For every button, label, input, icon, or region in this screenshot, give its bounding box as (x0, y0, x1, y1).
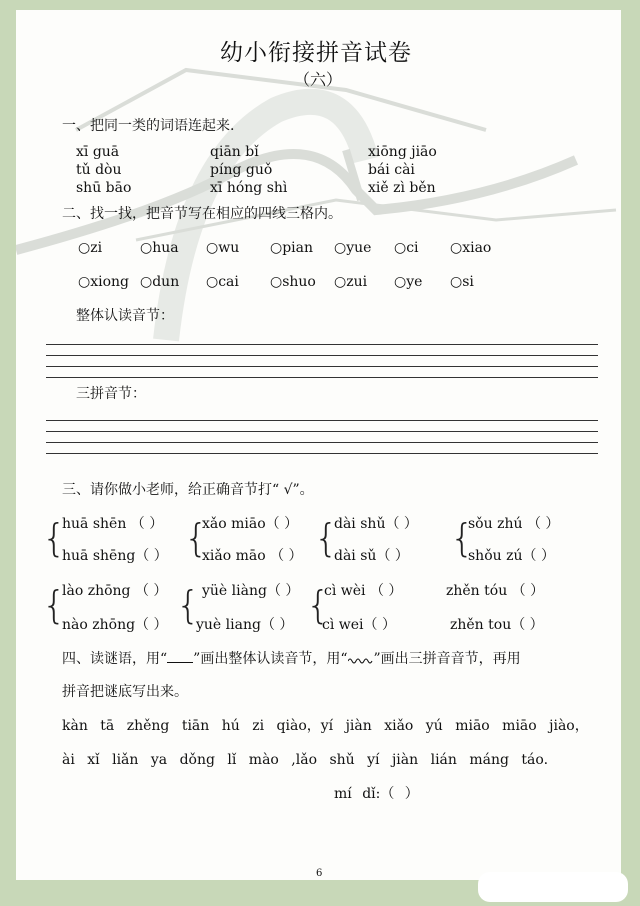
choice-option[interactable]: sǒu zhú （ ） (468, 516, 560, 532)
pinyin-word: píng guǒ (210, 162, 273, 178)
straight-underline-icon (167, 650, 193, 663)
brace-icon: { (450, 516, 475, 560)
section4-heading-part: ”画出整体认读音节，用“ (193, 651, 348, 667)
choice-option[interactable]: huā shēng（ ） (62, 548, 168, 564)
section1-heading: 一、把同一类的词语连起来. (62, 118, 235, 134)
choice-option[interactable]: huā shēn （ ） (62, 516, 164, 532)
choice-option[interactable]: zhěn tou（ ） (450, 617, 544, 633)
syllable: ○ci (394, 240, 419, 256)
four-line-grid-2[interactable] (46, 420, 598, 456)
brace-icon: { (42, 516, 67, 560)
four-line-grid-1[interactable] (46, 344, 598, 380)
syllable: ○xiao (450, 240, 492, 256)
choice-option[interactable]: dài shǔ（ ） (334, 516, 418, 532)
exam-subtitle: （六） (294, 70, 343, 89)
brace-icon: { (184, 516, 209, 560)
pinyin-word: tǔ dòu (76, 162, 122, 178)
pinyin-word: xiōng jiāo (368, 144, 437, 160)
page-number: 6 (316, 868, 323, 879)
answer-field[interactable]: mí dǐ:（ ） (334, 786, 419, 802)
choice-option[interactable]: lào zhōng （ ） (62, 583, 168, 599)
exam-paper (16, 10, 621, 880)
brace-icon: { (306, 583, 331, 627)
pinyin-word: xī hóng shì (210, 180, 288, 196)
choice-option[interactable]: yüè liàng（ ） (202, 583, 300, 599)
syllable: ○yue (334, 240, 372, 256)
section2-heading: 二、找一找，把音节写在相应的四线三格内。 (62, 206, 342, 222)
riddle-line: kàn tā zhěng tiān hú zi qiào，yí jiàn xiǎo yú miāo miāo jiào， (62, 718, 589, 734)
syllable: ○zui (334, 274, 368, 290)
section4-heading-part: ”画出三拼音音节，再用 (373, 651, 521, 667)
syllable: ○xiong (78, 274, 129, 290)
choice-option[interactable]: cì wèi （ ） (324, 583, 403, 599)
brace-icon: { (176, 583, 201, 627)
section4-heading (62, 650, 521, 667)
syllable: ○ye (394, 274, 423, 290)
pinyin-word: shū bāo (76, 180, 132, 196)
pinyin-word: xiě zì běn (368, 180, 436, 196)
choice-option[interactable]: zhěn tóu （ ） (446, 583, 545, 599)
syllable: ○shuo (270, 274, 316, 290)
choice-option[interactable]: cì wei（ ） (322, 617, 396, 633)
pinyin-word: xī guā (76, 144, 120, 160)
pinyin-word: bái cài (368, 162, 415, 178)
syllable: ○wu (206, 240, 240, 256)
brace-icon: { (314, 516, 339, 560)
watermark-patch (478, 872, 628, 902)
syllable: ○hua (140, 240, 179, 256)
brace-icon: { (42, 583, 67, 627)
syllable: ○pian (270, 240, 314, 256)
syllable: ○cai (206, 274, 239, 290)
choice-option[interactable]: dài sǔ（ ） (334, 548, 409, 564)
choice-option[interactable]: shǒu zú（ ） (468, 548, 555, 564)
wavy-underline-icon (348, 654, 374, 664)
exam-title: 幼小衔接拼音试卷 (220, 40, 412, 66)
section3-heading: 三、请你做小老师，给正确音节打“ √”。 (62, 482, 314, 498)
syllable: ○si (450, 274, 474, 290)
riddle-line: ài xǐ liǎn ya dǒng lǐ mào ,lǎo shǔ yí jiàn lián máng táo. (62, 752, 549, 768)
whole-syllable-label: 整体认读音节： (76, 308, 174, 324)
section4-heading-line2: 拼音把谜底写出来。 (62, 684, 188, 700)
section4-heading-part: 四、读谜语，用“ (62, 651, 168, 667)
pinyin-word: qiān bǐ (210, 144, 259, 160)
syllable: ○dun (140, 274, 180, 290)
syllable: ○zi (78, 240, 103, 256)
choice-option[interactable]: xiǎo māo （ ） (202, 548, 303, 564)
choice-option[interactable]: yuè liang（ ） (196, 617, 294, 633)
choice-option[interactable]: nào zhōng（ ） (62, 617, 168, 633)
choice-option[interactable]: xǎo miāo（ ） (202, 516, 299, 532)
triple-syllable-label: 三拼音节： (76, 386, 146, 402)
